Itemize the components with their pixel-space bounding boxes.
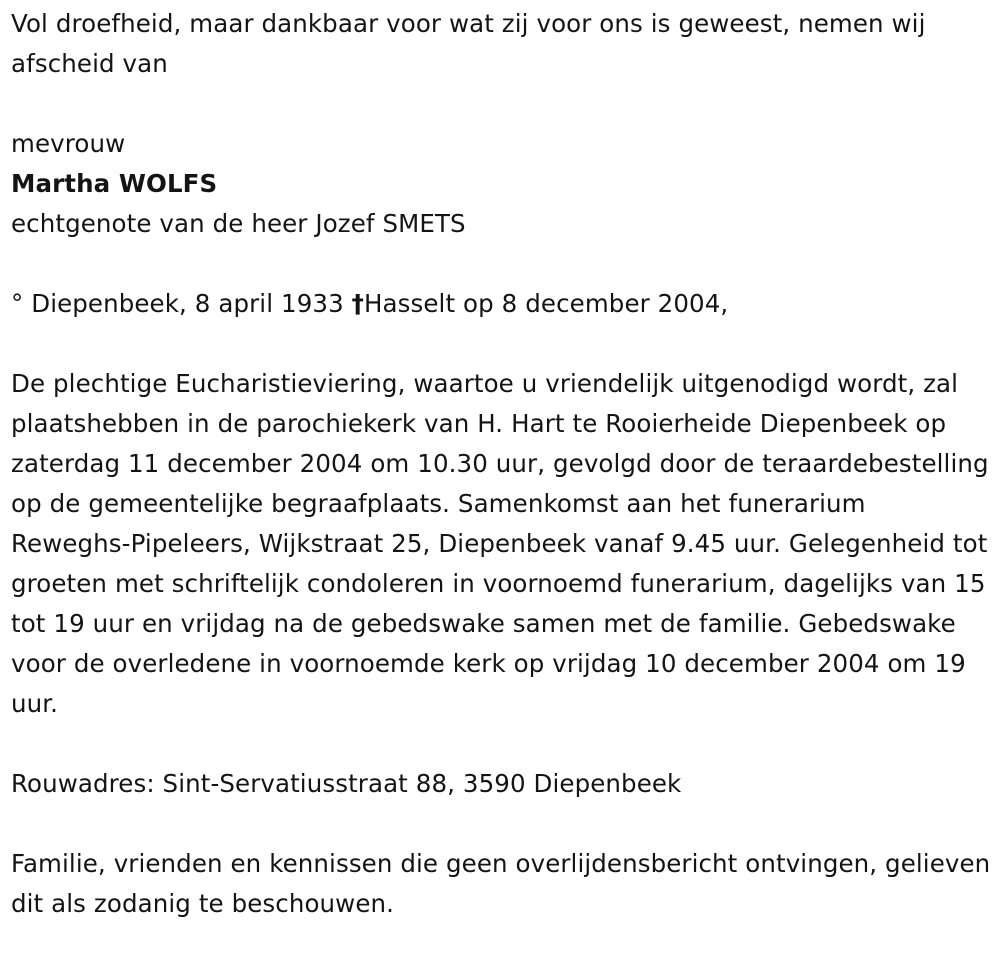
death-info: Hasselt op 8 december 2004,: [364, 289, 729, 318]
dates-line: [11, 284, 993, 324]
salutation: mevrouw: [11, 129, 126, 158]
mourning-address: Rouwadres: Sint-Servatiusstraat 88, 3590 Diepenbeek: [11, 769, 682, 798]
spouse-line: echtgenote van de heer Jozef SMETS: [11, 209, 466, 238]
deceased-name: Martha WOLFS: [11, 169, 218, 198]
cross-icon: †: [351, 289, 365, 318]
spacer: [11, 804, 993, 844]
closing-paragraph: Familie, vrienden en kennissen die geen overlijdensbericht ontvingen, gelieven dit als zodanig te beschouwen.: [11, 849, 991, 918]
ceremony-paragraph: De plechtige Eucharistieviering, waartoe u vriendelijk uitgenodigd wordt, zal plaatshebben in de parochiekerk van H. Hart te Rooierheide Diepenbeek op zaterdag 11 december 2004 om 10.30 uur, gevolgd door de teraardebestelling op de gemeentelijke begraafplaats. Samenkomst aan het funerarium Reweghs-Pipeleers, Wijkstraat 25, Diepenbeek vanaf 9.45 uur. Gelegenheid tot groeten met schriftelijk condoleren in voornoemd funerarium, dagelijks van 15 tot 19 uur en vrijdag na de gebedswake samen met de familie. Gebedswake voor de overledene in voornoemde kerk op vrijdag 10 december 2004 om 19 uur.: [11, 369, 989, 718]
spacer: [11, 724, 993, 764]
spacer: [11, 244, 993, 284]
birth-info: ° Diepenbeek, 8 april 1933: [11, 289, 344, 318]
death-notice: [11, 4, 993, 924]
intro-text: Vol droefheid, maar dankbaar voor wat zij voor ons is geweest, nemen wij afscheid van: [11, 9, 926, 78]
spacer: [11, 84, 993, 124]
spacer: [11, 324, 993, 364]
